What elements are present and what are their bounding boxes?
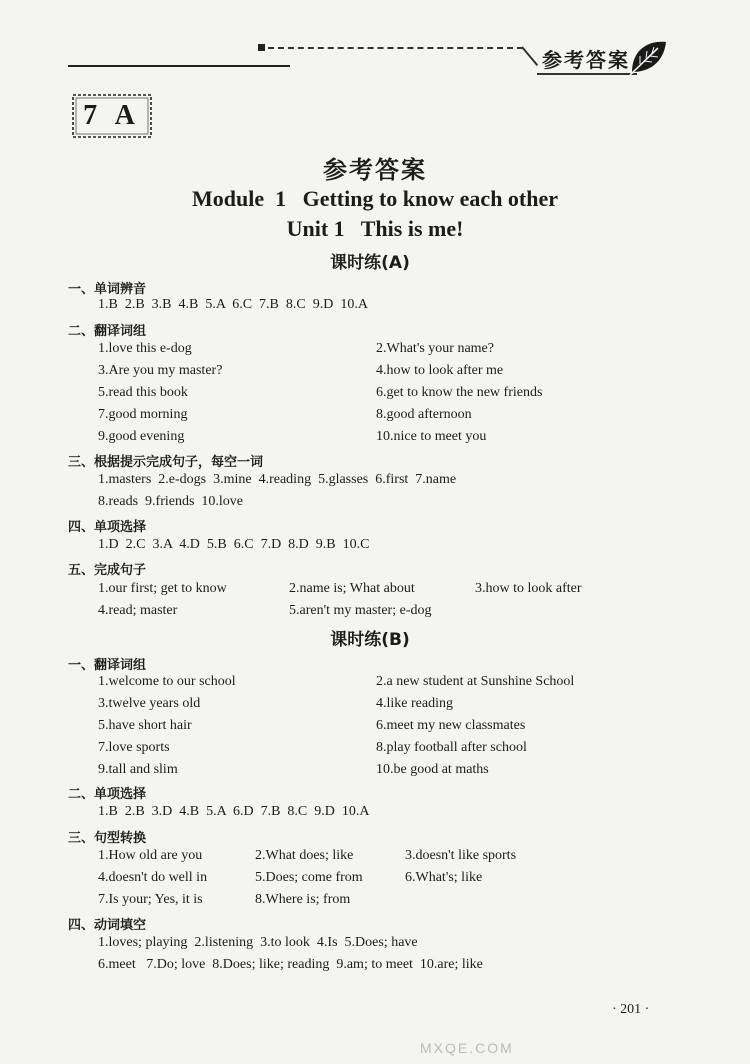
list-item: 1.welcome to our school: [98, 674, 236, 689]
list-item: 2.name is; What about: [289, 581, 415, 596]
list-item: 2.a new student at Sunshine School: [376, 674, 575, 689]
list-item: 6.What's; like: [405, 870, 483, 885]
list-item: 10.nice to meet you: [376, 429, 487, 444]
list-item: 8.Where is; from: [255, 892, 351, 907]
badge-label: 7 A: [83, 100, 141, 131]
list-item: 4.how to look after me: [376, 363, 504, 378]
a-section-3-line-1: 1.masters 2.e-dogs 3.mine 4.reading 5.glasses 6.first 7.name: [98, 472, 457, 487]
a-section-1-heading: 一、单词辨音: [68, 282, 147, 297]
b-section-3-heading: 三、句型转换: [68, 831, 147, 846]
lesson-a-title: 课时练(A): [330, 253, 410, 273]
a-section-3-heading: 三、根据提示完成句子，每空一词: [68, 455, 264, 470]
list-item: 1.our first; get to know: [98, 581, 227, 596]
a-section-5-heading: 五、完成句子: [68, 563, 147, 578]
list-item: 3.Are you my master?: [98, 363, 223, 378]
list-item: 9.tall and slim: [98, 762, 178, 777]
list-item: 6.get to know the new friends: [376, 385, 543, 400]
module-title: Module 1 Getting to know each other: [191, 186, 559, 211]
list-item: 3.twelve years old: [98, 696, 201, 711]
header-underline: [537, 73, 637, 75]
b-section-4-line-1: 1.loves; playing 2.listening 3.to look 4.Is 5.Does; have: [98, 935, 418, 950]
list-item: 1.How old are you: [98, 848, 203, 863]
list-item: 4.like reading: [376, 696, 453, 711]
a-section-4-heading: 四、单项选择: [68, 520, 147, 535]
list-item: 2.What's your name?: [376, 341, 494, 356]
watermark: MXQE.COM: [420, 1040, 514, 1056]
leaf-icon: [628, 38, 668, 76]
header-title: 参考答案: [542, 48, 630, 72]
header-dot: [258, 44, 265, 51]
a-section-1-line: 1.B 2.B 3.B 4.B 5.A 6.C 7.B 8.C 9.D 10.A: [98, 297, 368, 312]
a-section-2-heading: 二、翻译词组: [68, 324, 147, 339]
b-section-1-heading: 一、翻译词组: [68, 658, 147, 673]
list-item: 8.play football after school: [376, 740, 527, 755]
list-item: 5.Does; come from: [255, 870, 363, 885]
list-item: 5.read this book: [98, 385, 188, 400]
list-item: 4.doesn't do well in: [98, 870, 208, 885]
list-item: 6.meet my new classmates: [376, 718, 526, 733]
page-number: · 201 ·: [612, 1002, 650, 1017]
list-item: 2.What does; like: [255, 848, 354, 863]
lesson-b-title: 课时练(B): [330, 630, 410, 650]
b-section-4-line-2: 6.meet 7.Do; love 8.Does; like; reading 9.am; to meet 10.are; like: [98, 957, 483, 972]
a-section-4-line: 1.D 2.C 3.A 4.D 5.B 6.C 7.D 8.D 9.B 10.C: [98, 537, 370, 552]
list-item: 7.Is your; Yes, it is: [98, 892, 203, 907]
list-item: 9.good evening: [98, 429, 185, 444]
list-item: 4.read; master: [98, 603, 178, 618]
list-item: 1.love this e-dog: [98, 341, 192, 356]
header-dashed-rule: [268, 47, 523, 49]
header-slash: [521, 46, 538, 66]
a-section-3-line-2: 8.reads 9.friends 10.love: [98, 494, 244, 509]
list-item: 5.aren't my master; e-dog: [289, 603, 432, 618]
header-rule: [68, 65, 290, 67]
list-item: 7.good morning: [98, 407, 188, 422]
list-item: 3.how to look after: [475, 581, 582, 596]
list-item: 8.good afternoon: [376, 407, 472, 422]
list-item: 3.doesn't like sports: [405, 848, 517, 863]
grade-badge: [70, 92, 154, 140]
b-section-4-heading: 四、动词填空: [68, 918, 147, 933]
list-item: 10.be good at maths: [376, 762, 489, 777]
list-item: 7.love sports: [98, 740, 170, 755]
b-section-2-line: 1.B 2.B 3.D 4.B 5.A 6.D 7.B 8.C 9.D 10.A: [98, 804, 370, 819]
list-item: 5.have short hair: [98, 718, 192, 733]
page-title: 参考答案: [323, 156, 427, 184]
b-section-2-heading: 二、单项选择: [68, 787, 147, 802]
unit-title: Unit 1 This is me!: [286, 216, 464, 241]
